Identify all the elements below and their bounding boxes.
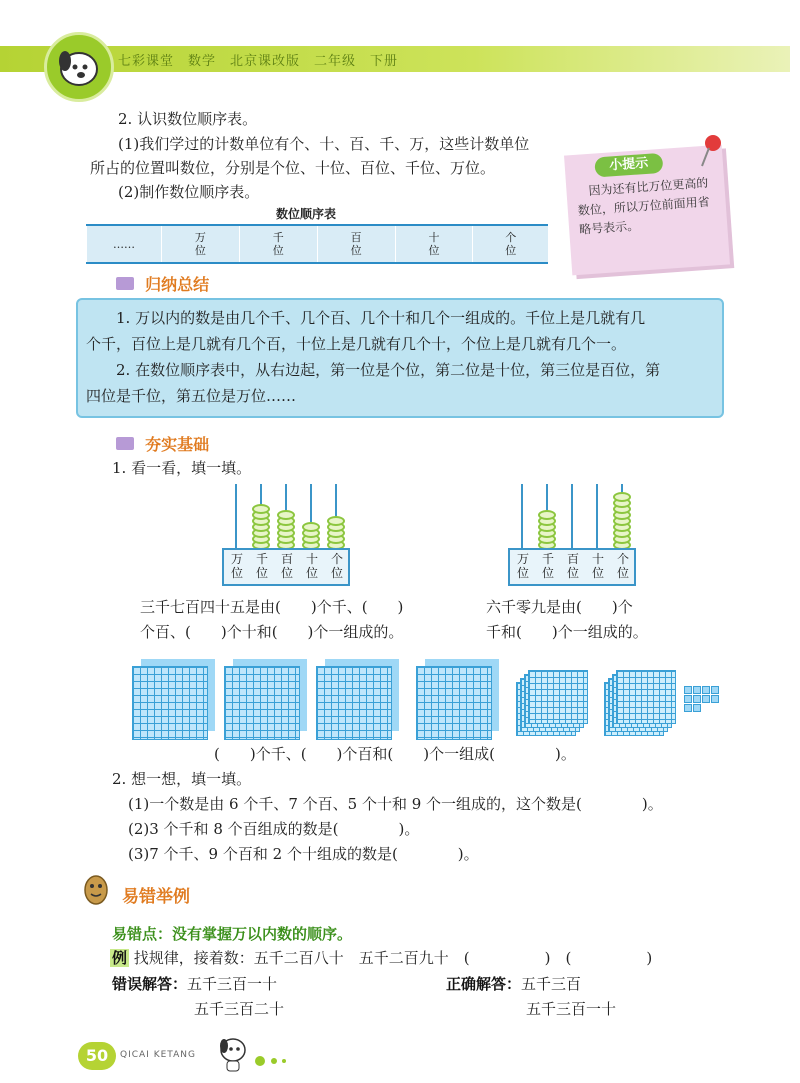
question: 1. 看一看，填一填。 (112, 459, 252, 477)
fill-blank-line: 千和( )个一组成的。 (486, 623, 648, 641)
wrong-answer-2: 五千三百二十 (194, 1000, 285, 1018)
paragraph-line: (1)我们学过的计数单位有个、十、百、千、万，这些计数单位 (118, 135, 530, 153)
abacus-rod (596, 484, 598, 548)
question-item: (1)一个数是由 6 个千、7 个百、5 个十和 9 个一组成的，这个数是( )。 (128, 795, 663, 813)
abacus-rod (521, 484, 523, 548)
mistake-heading: 易错举例 (122, 887, 190, 907)
one-unit (711, 686, 719, 694)
fill-blank-line: 三千七百四十五是由( )个千、( ) (140, 598, 404, 616)
mistake-point: 易错点：没有掌握万以内数的顺序。 (112, 925, 353, 943)
tip-text: 因为还有比万位更高的数位，所以万位前面用省略号表示。 (576, 175, 711, 237)
example-badge: 例 (112, 949, 128, 967)
table-title: 数位顺序表 (276, 207, 337, 221)
question-item: (3)7 个千、9 个百和 2 个十组成的数是( )。 (128, 845, 479, 863)
abacus-1 (222, 484, 350, 588)
abacus-label: 万 位 (516, 552, 529, 580)
abacus-bead (302, 522, 320, 532)
summary-heading: 归纳总结 (116, 272, 209, 295)
hundred-flat (616, 670, 676, 724)
abacus-label: 百 位 (280, 552, 293, 580)
abacus-label-box (222, 548, 350, 586)
table-cell: 百 位 (317, 225, 395, 263)
abacus-label: 百 位 (566, 552, 579, 580)
abacus-label: 十 位 (305, 552, 318, 580)
one-unit (693, 704, 701, 712)
tip-label: 小提示 (594, 153, 663, 178)
one-unit (693, 686, 701, 694)
footer-dog-icon (216, 1034, 250, 1078)
right-answer-2: 五千三百一十 (526, 1000, 617, 1018)
book-icon (116, 437, 134, 450)
table-cell: 个 位 (473, 225, 548, 263)
page-number: 50 (78, 1042, 116, 1070)
abacus-bead (252, 504, 270, 514)
dots-icon (254, 1052, 294, 1071)
summary-box (76, 298, 724, 418)
fill-blank-line: 个百、( )个十和( )个一组成的。 (140, 623, 404, 641)
abacus-bead (277, 510, 295, 520)
book-icon (116, 277, 134, 290)
abacus-label-box (508, 548, 636, 586)
abacus-label: 千 位 (255, 552, 268, 580)
wrong-answer: 错误解答：五千三百一十 (112, 975, 278, 993)
abacus-bead (327, 516, 345, 526)
one-unit (702, 686, 710, 694)
place-value-table (86, 224, 548, 264)
question: 2. 想一想，填一填。 (112, 770, 252, 788)
summary-line: 个千，百位上是几就有几个百，十位上是几就有几个十，个位上是几就有几个一。 (86, 335, 627, 353)
summary-line: 1. 万以内的数是由几个千、几个百、几个十和几个一组成的。千位上是几就有几 (86, 309, 646, 327)
question-item: (2)3 个千和 8 个百组成的数是( )。 (128, 820, 420, 838)
table-cell: 万 位 (162, 225, 240, 263)
one-unit (684, 686, 692, 694)
abacus-label: 万 位 (230, 552, 243, 580)
one-unit (684, 704, 692, 712)
summary-line: 四位是千位，第五位是万位…… (86, 387, 297, 405)
right-answer: 正确解答：五千三百 (446, 975, 582, 993)
fill-blank-line: ( )个千、( )个百和( )个一组成( )。 (214, 745, 576, 763)
abacus-bead (613, 492, 631, 502)
one-unit (702, 695, 710, 703)
summary-line: 2. 在数位顺序表中，从右边起，第一位是个位，第二位是十位，第三位是百位，第 (86, 361, 661, 379)
table-cell: …… (87, 225, 162, 263)
thousand-cube (224, 666, 300, 740)
table-cell: 十 位 (395, 225, 473, 263)
footer-brand: QICAI KETANG (120, 1050, 196, 1060)
abacus-rod (235, 484, 237, 548)
abacus-rod (571, 484, 573, 548)
abacus-2 (508, 484, 636, 588)
abacus-bead (538, 510, 556, 520)
one-unit (693, 695, 701, 703)
section-heading: 2. 认识数位顺序表。 (118, 110, 258, 128)
abacus-label: 千 位 (541, 552, 554, 580)
table-cell: 千 位 (239, 225, 317, 263)
thousand-cube (416, 666, 492, 740)
thousand-cube (316, 666, 392, 740)
thousand-cube (132, 666, 208, 740)
example-line: 例 找规律，接着数：五千二百八十 五千二百九十 ( ) ( ) (112, 949, 653, 967)
mascot-dog-icon (44, 32, 114, 102)
header-title: 七彩课堂 数学 北京课改版 二年级 下册 (118, 54, 399, 69)
potato-mascot-icon (78, 872, 114, 912)
fill-blank-line: 六千零九是由( )个 (486, 598, 633, 616)
paragraph-line: 所占的位置叫数位，分别是个位、十位、百位、千位、万位。 (90, 159, 496, 177)
one-unit (684, 695, 692, 703)
hundred-flat (528, 670, 588, 724)
abacus-label: 个 位 (616, 552, 629, 580)
base-ten-blocks (132, 648, 732, 744)
pushpin-icon (698, 134, 724, 172)
abacus-label: 个 位 (330, 552, 343, 580)
one-unit (711, 695, 719, 703)
basics-heading: 夯实基础 (116, 432, 209, 455)
paragraph-line: (2)制作数位顺序表。 (118, 183, 260, 201)
abacus-label: 十 位 (591, 552, 604, 580)
